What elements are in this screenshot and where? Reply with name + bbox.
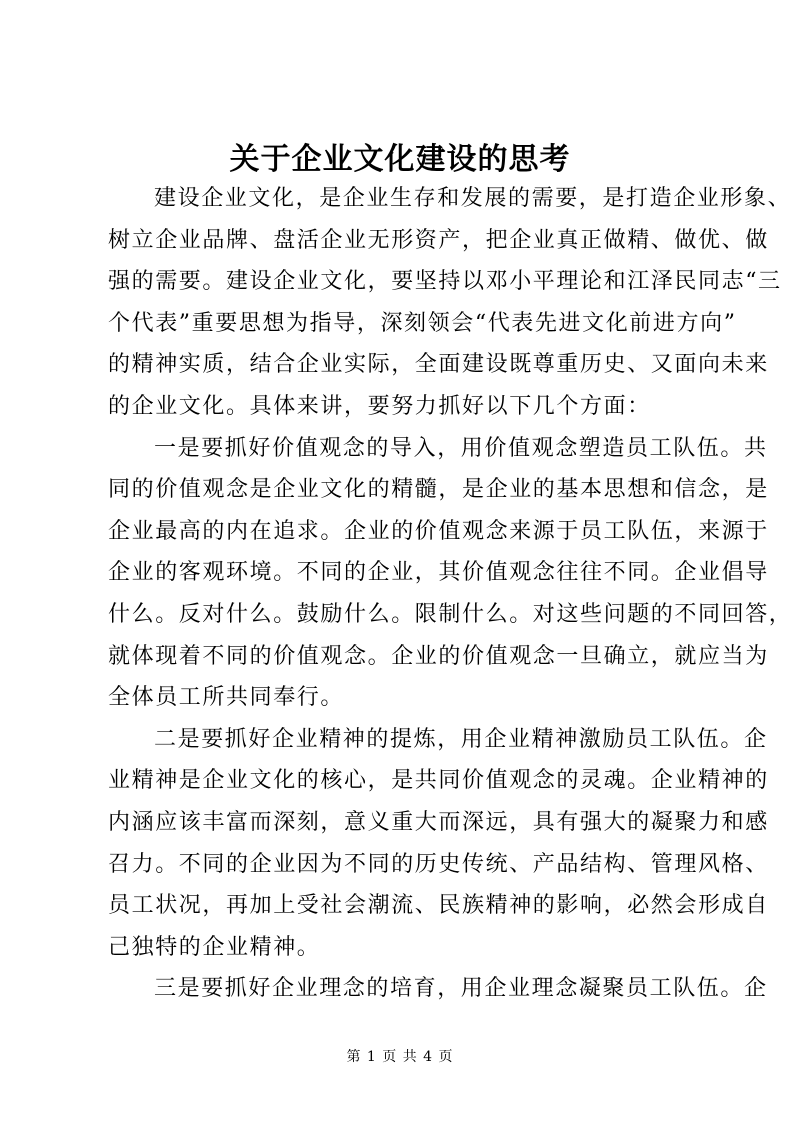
text-line: 同的价值观念是企业文化的精髓，是企业的基本思想和信念，是 <box>108 477 769 503</box>
text-line: 企业最高的内在追求。企业的价值观念来源于员工队伍，来源于 <box>108 518 769 544</box>
text-line: 二是要抓好企业精神的提炼，用企业精神激励员工队伍。企 <box>154 726 768 752</box>
text-line: 树立企业品牌、盘活企业无形资产，把企业真正做精、做优、做 <box>108 227 769 253</box>
text-line: 企业的客观环境。不同的企业，其价值观念往往不同。企业倡导 <box>108 560 769 586</box>
text-line: 员工状况，再加上受社会潮流、民族精神的影响，必然会形成自 <box>108 893 769 919</box>
text-line: 三是要抓好企业理念的培育，用企业理念凝聚员工队伍。企 <box>154 976 768 1002</box>
text-line: 己独特的企业精神。 <box>108 934 321 960</box>
text-line: 个代表”重要思想为指导，深刻领会“代表先进文化前进方向” <box>108 310 737 336</box>
text-line: 业精神是企业文化的核心，是共同价值观念的灵魂。企业精神的 <box>108 768 769 794</box>
text-line: 什么。反对什么。鼓励什么。限制什么。对这些问题的不同回答， <box>108 601 793 627</box>
text-line: 召力。不同的企业因为不同的历史传统、产品结构、管理风格、 <box>108 851 769 877</box>
text-line: 内涵应该丰富而深刻，意义重大而深远，具有强大的凝聚力和感 <box>108 809 769 835</box>
text-line: 建设企业文化，是企业生存和发展的需要，是打造企业形象、 <box>154 186 792 211</box>
document-body <box>108 178 793 1010</box>
text-line: 的企业文化。具体来讲，要努力抓好以下几个方面： <box>108 393 651 419</box>
text-line: 全体员工所共同奉行。 <box>108 685 345 711</box>
page-footer: 第 1 页 共 4 页 <box>346 1049 454 1065</box>
text-line: 强的需要。建设企业文化，要坚持以邓小平理论和江泽民同志“三 <box>108 269 782 295</box>
text-line: 一是要抓好价值观念的导入，用价值观念塑造员工队伍。共 <box>154 435 768 461</box>
text-line: 的精神实质，结合企业实际，全面建设既尊重历史、又面向未来 <box>108 352 769 378</box>
text-line: 就体现着不同的价值观念。企业的价值观念一旦确立，就应当为 <box>108 643 769 669</box>
document-title: 关于企业文化建设的思考 <box>229 142 571 177</box>
